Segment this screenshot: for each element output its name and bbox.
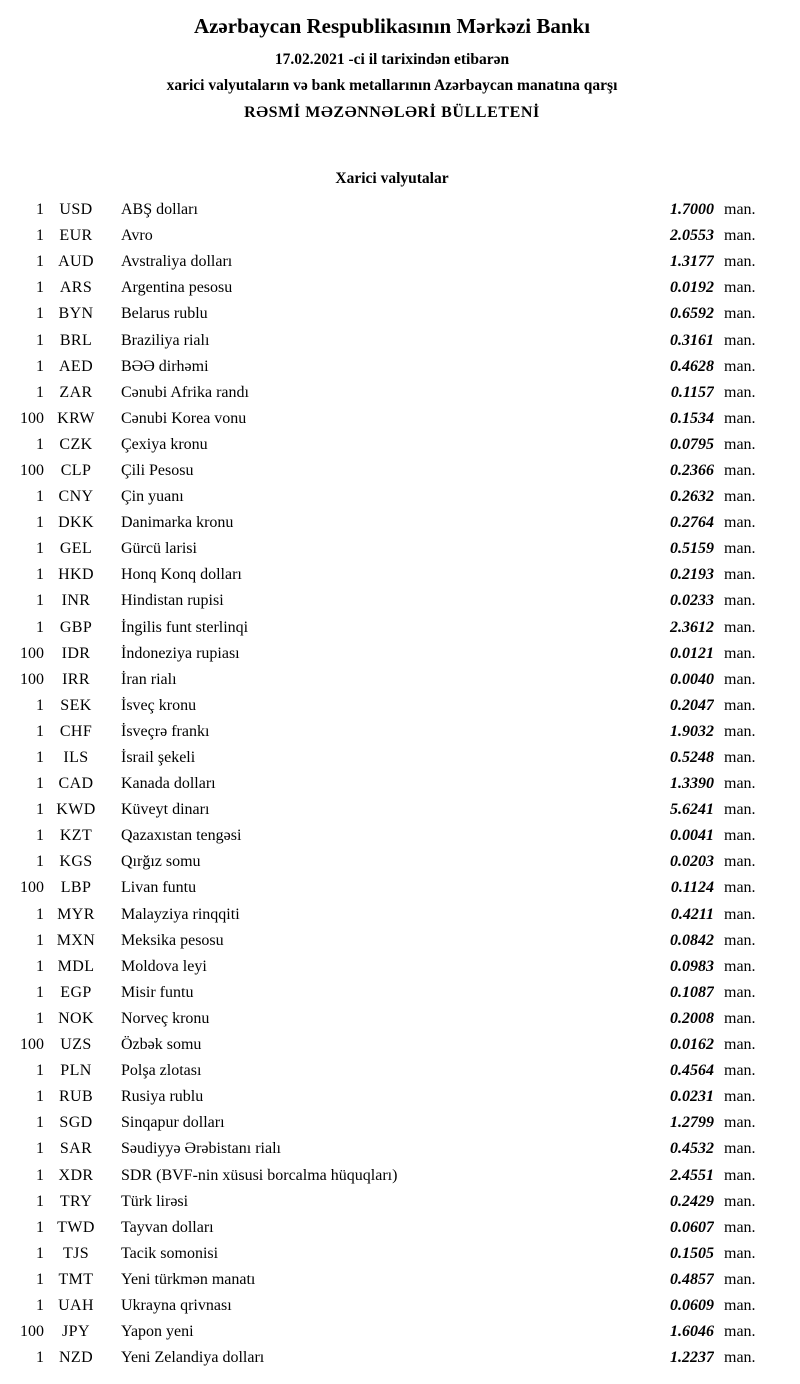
unit-label: man. — [724, 670, 756, 688]
currency-quantity: 1 — [36, 227, 44, 245]
currency-name: Özbək somu — [121, 1036, 202, 1054]
currency-name: İngilis funt sterlinqi — [121, 618, 249, 636]
currency-name: Küveyt dinarı — [121, 801, 210, 819]
currency-name: Avstraliya dolları — [121, 253, 233, 271]
unit-label: man. — [724, 983, 756, 1001]
currency-name: İndoneziya rupiası — [121, 644, 240, 662]
rate-row — [12, 902, 772, 928]
currency-quantity: 100 — [20, 461, 44, 479]
rate-value: 1.3177 — [670, 253, 714, 271]
rate-value: 0.0041 — [670, 827, 714, 845]
rate-row — [12, 223, 772, 249]
rate-row — [12, 536, 772, 562]
unit-label: man. — [724, 461, 756, 479]
rate-row — [12, 1084, 772, 1110]
rate-value: 1.9032 — [670, 722, 714, 740]
currency-name: Türk lirəsi — [121, 1192, 189, 1210]
currency-quantity: 100 — [20, 1323, 44, 1341]
currency-code: SEK — [60, 696, 92, 714]
currency-quantity: 1 — [36, 1062, 44, 1080]
unit-label: man. — [724, 1140, 756, 1158]
unit-label: man. — [724, 1036, 756, 1054]
rate-value: 0.4532 — [670, 1140, 714, 1158]
unit-label: man. — [724, 1062, 756, 1080]
rate-value: 0.2193 — [670, 566, 714, 584]
currency-code: EUR — [59, 227, 93, 245]
rate-value: 0.1534 — [670, 409, 714, 427]
unit-label: man. — [724, 227, 756, 245]
currency-code: XDR — [58, 1166, 94, 1184]
rate-value: 0.0233 — [670, 592, 714, 610]
rate-row — [12, 667, 772, 693]
rate-row — [12, 380, 772, 406]
currency-quantity: 1 — [36, 749, 44, 767]
currency-name: ABŞ dolları — [121, 201, 198, 219]
currency-name: Qazaxıstan tengəsi — [121, 827, 242, 845]
currency-name: Avro — [121, 227, 153, 245]
currency-name: Cənubi Afrika randı — [121, 383, 249, 401]
rate-value: 5.6241 — [670, 801, 714, 819]
currency-code: NZD — [58, 1349, 94, 1367]
currency-code: ZAR — [59, 383, 93, 401]
rate-row — [12, 1345, 772, 1371]
unit-label: man. — [724, 253, 756, 271]
rate-row — [12, 771, 772, 797]
rate-value: 0.1087 — [670, 983, 714, 1001]
unit-label: man. — [724, 722, 756, 740]
rate-row — [12, 797, 772, 823]
currency-code: KWD — [56, 801, 96, 819]
subtitle-line: xarici valyutaların və bank metallarının Azərbaycan manatına qarşı — [166, 77, 618, 94]
rate-value: 0.1157 — [670, 383, 714, 401]
rate-value: 0.0192 — [670, 279, 714, 297]
currency-quantity: 1 — [36, 1088, 44, 1106]
currency-name: Çexiya kronu — [121, 435, 208, 453]
exchange-rates-table — [12, 197, 772, 1371]
rate-row — [12, 1293, 772, 1319]
rate-value: 1.2799 — [670, 1114, 714, 1132]
currency-quantity: 1 — [36, 540, 44, 558]
unit-label: man. — [724, 1244, 756, 1262]
currency-quantity: 1 — [36, 722, 44, 740]
unit-label: man. — [724, 1192, 756, 1210]
unit-label: man. — [724, 1218, 756, 1236]
rate-row — [12, 354, 772, 380]
currency-code: TJS — [62, 1244, 90, 1262]
currency-quantity: 1 — [36, 853, 44, 871]
bulletin-title-line: RƏSMİ MƏZƏNNƏLƏRİ BÜLLETENİ — [244, 104, 540, 121]
currency-quantity: 1 — [36, 1114, 44, 1132]
currency-name: İsrail şekeli — [121, 749, 196, 767]
unit-label: man. — [724, 957, 756, 975]
currency-quantity: 1 — [36, 566, 44, 584]
unit-label: man. — [724, 488, 756, 506]
currency-name: Gürcü larisi — [121, 540, 197, 558]
unit-label: man. — [724, 331, 756, 349]
rate-row — [12, 693, 772, 719]
unit-label: man. — [724, 1009, 756, 1027]
rate-row — [12, 197, 772, 223]
currency-code: IDR — [61, 644, 91, 662]
currency-name: Cənubi Korea vonu — [121, 409, 247, 427]
currency-quantity: 1 — [36, 435, 44, 453]
rate-value: 1.7000 — [670, 201, 714, 219]
currency-name: Norveç kronu — [121, 1009, 210, 1027]
currency-quantity: 1 — [36, 1009, 44, 1027]
currency-code: INR — [61, 592, 91, 610]
currency-name: Hindistan rupisi — [121, 592, 224, 610]
currency-code: TRY — [59, 1192, 93, 1210]
currency-quantity: 1 — [36, 383, 44, 401]
currency-code: MYR — [57, 905, 95, 923]
rate-value: 0.0203 — [670, 853, 714, 871]
currency-code: RUB — [58, 1088, 94, 1106]
currency-name: Yeni türkmən manatı — [121, 1270, 256, 1288]
unit-label: man. — [724, 801, 756, 819]
rate-value: 0.4564 — [670, 1062, 714, 1080]
exchange-rates-body — [12, 197, 772, 1371]
currency-quantity: 1 — [36, 775, 44, 793]
rate-row — [12, 849, 772, 875]
rate-row — [12, 1032, 772, 1058]
currency-name: Ukrayna qrivnası — [121, 1296, 232, 1314]
unit-label: man. — [724, 435, 756, 453]
unit-label: man. — [724, 853, 756, 871]
rate-row — [12, 1110, 772, 1136]
rate-row — [12, 562, 772, 588]
rate-row — [12, 1241, 772, 1267]
currency-quantity: 1 — [36, 488, 44, 506]
currency-code: ARS — [59, 279, 93, 297]
unit-label: man. — [724, 1166, 756, 1184]
currency-code: EGP — [60, 983, 92, 1001]
unit-label: man. — [724, 931, 756, 949]
currency-code: USD — [59, 201, 93, 219]
rate-row — [12, 1006, 772, 1032]
currency-name: Braziliya rialı — [121, 331, 210, 349]
currency-quantity: 1 — [36, 592, 44, 610]
currency-quantity: 1 — [36, 357, 44, 375]
currency-code: BRL — [59, 331, 93, 349]
currency-name: Honq Konq dolları — [121, 566, 242, 584]
unit-label: man. — [724, 514, 756, 532]
currency-name: Qırğız somu — [121, 853, 201, 871]
rate-value: 0.0121 — [670, 644, 714, 662]
rate-row — [12, 484, 772, 510]
currency-name: Səudiyyə Ərəbistanı rialı — [121, 1140, 281, 1158]
unit-label: man. — [724, 775, 756, 793]
rate-row — [12, 719, 772, 745]
currency-name: Tayvan dolları — [121, 1218, 214, 1236]
unit-label: man. — [724, 383, 756, 401]
currency-code: DKK — [58, 514, 94, 532]
currency-quantity: 1 — [36, 1140, 44, 1158]
currency-quantity: 1 — [36, 957, 44, 975]
rate-row — [12, 588, 772, 614]
currency-name: BƏƏ dirhəmi — [121, 357, 209, 375]
currency-code: TMT — [58, 1270, 94, 1288]
currency-code: MXN — [56, 931, 96, 949]
unit-label: man. — [724, 879, 756, 897]
rate-row — [12, 641, 772, 667]
rate-row — [12, 875, 772, 901]
currency-quantity: 1 — [36, 618, 44, 636]
currency-quantity: 1 — [36, 1244, 44, 1262]
currency-name: Belarus rublu — [121, 305, 208, 323]
currency-quantity: 1 — [36, 253, 44, 271]
currency-name: İsveçrə frankı — [121, 722, 210, 740]
unit-label: man. — [724, 201, 756, 219]
unit-label: man. — [724, 566, 756, 584]
rate-value: 0.0795 — [670, 435, 714, 453]
unit-label: man. — [724, 279, 756, 297]
currency-code: TWD — [57, 1218, 95, 1236]
unit-label: man. — [724, 905, 756, 923]
currency-code: IRR — [62, 670, 90, 688]
currency-code: AED — [58, 357, 94, 375]
rate-value: 0.2764 — [670, 514, 714, 532]
currency-quantity: 100 — [20, 644, 44, 662]
rate-value: 0.0609 — [670, 1296, 714, 1314]
currency-name: Kanada dolları — [121, 775, 216, 793]
rate-row — [12, 1058, 772, 1084]
currency-quantity: 1 — [36, 931, 44, 949]
rate-value: 1.3390 — [670, 775, 714, 793]
unit-label: man. — [724, 592, 756, 610]
unit-label: man. — [724, 1114, 756, 1132]
rate-value: 0.1124 — [670, 879, 714, 897]
currency-code: ILS — [63, 749, 89, 767]
currency-name: İsveç kronu — [121, 696, 197, 714]
currency-code: UZS — [60, 1036, 92, 1054]
currency-name: Yeni Zelandiya dolları — [121, 1349, 265, 1367]
currency-quantity: 1 — [36, 827, 44, 845]
rate-value: 0.3161 — [670, 331, 714, 349]
rate-row — [12, 1267, 772, 1293]
unit-label: man. — [724, 1270, 756, 1288]
currency-quantity: 1 — [36, 801, 44, 819]
rate-row — [12, 745, 772, 771]
currency-quantity: 1 — [36, 514, 44, 532]
unit-label: man. — [724, 1323, 756, 1341]
rate-value: 0.2632 — [670, 488, 714, 506]
unit-label: man. — [724, 409, 756, 427]
currency-code: LBP — [60, 879, 92, 897]
rate-value: 0.0607 — [670, 1218, 714, 1236]
unit-label: man. — [724, 1088, 756, 1106]
section-title-foreign-currencies: Xarici valyutalar — [335, 170, 449, 187]
rate-row — [12, 432, 772, 458]
currency-name: Çili Pesosu — [121, 461, 194, 479]
rate-value: 0.1505 — [670, 1244, 714, 1262]
currency-name: Meksika pesosu — [121, 931, 224, 949]
rate-value: 0.5159 — [670, 540, 714, 558]
currency-quantity: 1 — [36, 279, 44, 297]
rate-row — [12, 510, 772, 536]
currency-name: Moldova leyi — [121, 957, 207, 975]
unit-label: man. — [724, 1296, 756, 1314]
rate-value: 0.2047 — [670, 696, 714, 714]
currency-quantity: 1 — [36, 1166, 44, 1184]
currency-code: CAD — [58, 775, 94, 793]
currency-name: Sinqapur dolları — [121, 1114, 225, 1132]
currency-code: BYN — [58, 305, 94, 323]
currency-name: Tacik somonisi — [121, 1244, 219, 1262]
currency-code: UAH — [58, 1296, 94, 1314]
currency-code: SGD — [59, 1114, 93, 1132]
rate-row — [12, 980, 772, 1006]
currency-code: JPY — [62, 1323, 90, 1341]
currency-name: Çin yuanı — [121, 488, 184, 506]
currency-quantity: 100 — [20, 879, 44, 897]
currency-quantity: 100 — [20, 670, 44, 688]
currency-quantity: 1 — [36, 905, 44, 923]
currency-code: AUD — [58, 253, 94, 271]
currency-name: Danimarka kronu — [121, 514, 234, 532]
currency-name: Rusiya rublu — [121, 1088, 204, 1106]
unit-label: man. — [724, 540, 756, 558]
currency-code: KRW — [57, 409, 95, 427]
currency-quantity: 1 — [36, 1218, 44, 1236]
currency-code: NOK — [58, 1009, 94, 1027]
rate-value: 0.5248 — [670, 749, 714, 767]
unit-label: man. — [724, 749, 756, 767]
rate-value: 2.3612 — [670, 618, 714, 636]
currency-code: GEL — [59, 540, 93, 558]
rate-row — [12, 1319, 772, 1345]
rate-row — [12, 823, 772, 849]
currency-quantity: 1 — [36, 201, 44, 219]
rate-row — [12, 928, 772, 954]
currency-quantity: 1 — [36, 331, 44, 349]
unit-label: man. — [724, 696, 756, 714]
currency-quantity: 1 — [36, 1349, 44, 1367]
rate-value: 0.0231 — [670, 1088, 714, 1106]
rate-value: 0.4628 — [670, 357, 714, 375]
rate-value: 0.2008 — [670, 1009, 714, 1027]
currency-code: KZT — [59, 827, 93, 845]
rate-value: 0.4211 — [670, 905, 714, 923]
currency-name: Polşa zlotası — [121, 1062, 202, 1080]
rate-row — [12, 301, 772, 327]
currency-quantity: 1 — [36, 305, 44, 323]
currency-name: Malayziya rinqqiti — [121, 905, 240, 923]
rate-row — [12, 1215, 772, 1241]
rate-row — [12, 1189, 772, 1215]
rate-value: 0.0040 — [670, 670, 714, 688]
currency-code: CHF — [59, 722, 93, 740]
currency-code: CLP — [60, 461, 92, 479]
currency-quantity: 1 — [36, 983, 44, 1001]
currency-code: SAR — [59, 1140, 93, 1158]
currency-quantity: 1 — [36, 1270, 44, 1288]
currency-name: İran rialı — [121, 670, 177, 688]
rate-row — [12, 327, 772, 353]
rate-value: 1.2237 — [670, 1349, 714, 1367]
currency-quantity: 100 — [20, 409, 44, 427]
unit-label: man. — [724, 618, 756, 636]
currency-quantity: 1 — [36, 696, 44, 714]
rate-value: 0.0162 — [670, 1036, 714, 1054]
unit-label: man. — [724, 357, 756, 375]
rate-row — [12, 458, 772, 484]
currency-code: KGS — [59, 853, 93, 871]
currency-code: CNY — [58, 488, 94, 506]
currency-name: Livan funtu — [121, 879, 197, 897]
unit-label: man. — [724, 644, 756, 662]
currency-quantity: 100 — [20, 1036, 44, 1054]
currency-code: MDL — [57, 957, 95, 975]
currency-code: HKD — [58, 566, 94, 584]
currency-quantity: 1 — [36, 1296, 44, 1314]
rate-row — [12, 249, 772, 275]
currency-code: PLN — [60, 1062, 92, 1080]
rate-value: 0.0842 — [670, 931, 714, 949]
effective-date-line: 17.02.2021 -ci il tarixindən etibarən — [274, 51, 510, 68]
currency-quantity: 1 — [36, 1192, 44, 1210]
currency-code: GBP — [59, 618, 93, 636]
rate-row — [12, 406, 772, 432]
currency-code: CZK — [59, 435, 93, 453]
unit-label: man. — [724, 305, 756, 323]
currency-name: SDR (BVF-nin xüsusi borcalma hüquqları) — [121, 1166, 398, 1184]
rate-value: 1.6046 — [670, 1323, 714, 1341]
rate-value: 2.0553 — [670, 227, 714, 245]
unit-label: man. — [724, 1349, 756, 1367]
rate-value: 2.4551 — [670, 1166, 714, 1184]
page-title: Azərbaycan Respublikasının Mərkəzi Bankı — [193, 14, 591, 38]
currency-name: Misir funtu — [121, 983, 194, 1001]
rate-value: 0.2366 — [670, 461, 714, 479]
currency-name: Yapon yeni — [121, 1323, 194, 1341]
unit-label: man. — [724, 827, 756, 845]
currency-name: Argentina pesosu — [121, 279, 233, 297]
rate-value: 0.4857 — [670, 1270, 714, 1288]
rate-value: 0.2429 — [670, 1192, 714, 1210]
rate-value: 0.6592 — [670, 305, 714, 323]
rate-value: 0.0983 — [670, 957, 714, 975]
rate-row — [12, 954, 772, 980]
rate-row — [12, 615, 772, 641]
rate-row — [12, 1162, 772, 1188]
rate-row — [12, 275, 772, 301]
rate-row — [12, 1136, 772, 1162]
